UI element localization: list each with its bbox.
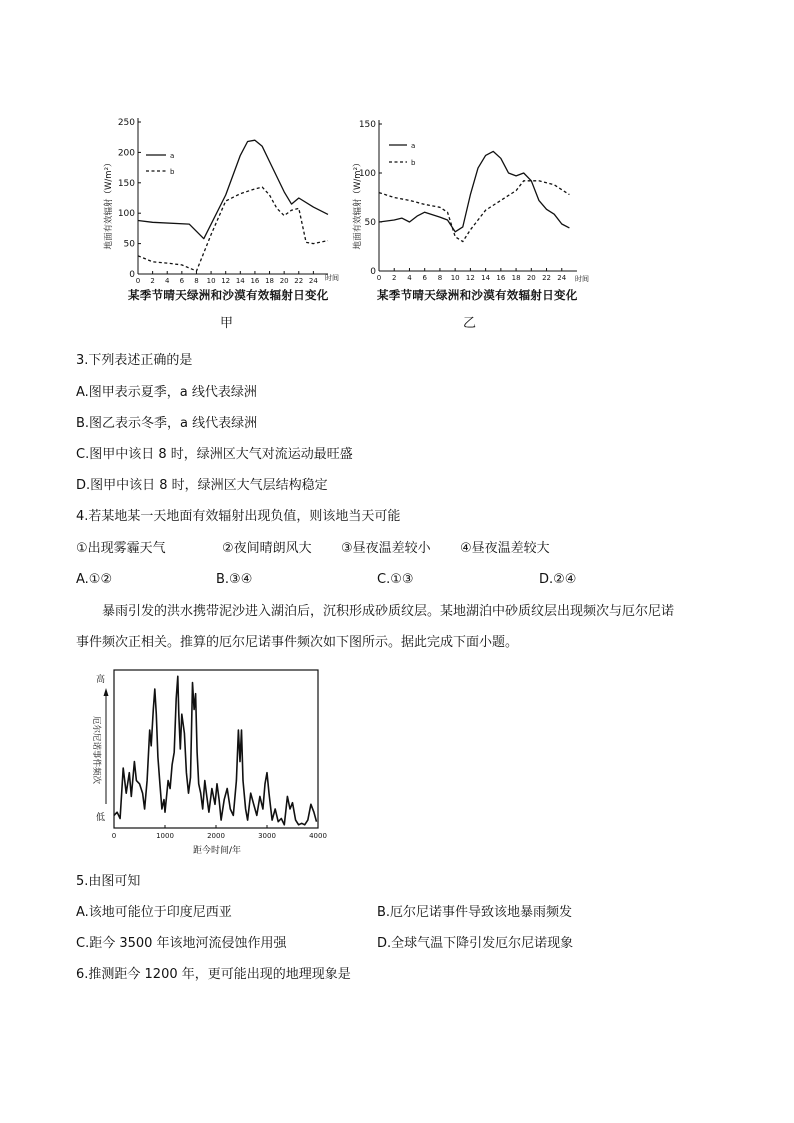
chart-yi-legend-a: a [411, 142, 416, 150]
q5-option-c: C.距今 3500 年该地河流侵蚀作用强 [76, 936, 287, 951]
chart-jia-ylabel: 地面有效辐射（W/m²） [104, 158, 114, 250]
passage-line-2: 事件频次正相关。推算的厄尔尼诺事件频次如下图所示。据此完成下面小题。 [76, 635, 519, 650]
elnino-x-tick-label: 4000 [309, 832, 327, 840]
chart-elnino-ylabel: 厄尔尼诺事件频次 [91, 715, 101, 785]
q4-stem: 4.若某地某一天地面有效辐射出现负值，则该地当天可能 [76, 509, 401, 524]
q3-option-a: A.图甲表示夏季，a 线代表绿洲 [76, 385, 257, 400]
jia-y-tick-label: 150 [117, 178, 135, 189]
jia-x-tick-label: 8 [194, 277, 199, 285]
jia-x-tick-label: 24 [308, 277, 318, 285]
yi-x-tick-label: 18 [511, 274, 521, 282]
chart-yi-caption: 某季节晴天绿洲和沙漠有效辐射日变化 [377, 288, 578, 302]
yi-y-tick-label: 150 [358, 120, 376, 130]
q4-item-1: ①出现雾霾天气 [76, 541, 166, 556]
q5-stem: 5.由图可知 [76, 874, 141, 889]
jia-x-tick-label: 20 [279, 277, 289, 285]
q4-item-2: ②夜间晴朗风大 [222, 541, 312, 556]
yi-x-tick-label: 16 [496, 274, 506, 282]
yi-x-tick-label: 4 [407, 274, 412, 282]
chart-yi-xlabel: 时间 [575, 275, 589, 283]
jia-x-tick-label: 14 [235, 277, 245, 285]
yi-x-tick-label: 8 [437, 274, 443, 282]
chart-yi-label: 乙 [463, 316, 477, 331]
yi-x-tick-label: 12 [465, 274, 475, 282]
chart-yi-legend-b: b [411, 159, 416, 167]
yi-y-tick-label: 50 [364, 218, 376, 228]
q4-option-b: B.③④ [216, 572, 253, 587]
chart-jia-caption: 某季节晴天绿洲和沙漠有效辐射日变化 [128, 288, 329, 302]
q4-item-3: ③昼夜温差较小 [341, 541, 431, 556]
elnino-x-tick-label: 3000 [258, 832, 276, 840]
q3-option-c: C.图甲中该日 8 时，绿洲区大气对流运动最旺盛 [76, 447, 353, 462]
q3-option-b: B.图乙表示冬季，a 线代表绿洲 [76, 416, 258, 431]
jia-x-tick-label: 16 [250, 277, 260, 285]
elnino-x-tick-label: 0 [111, 832, 117, 840]
jia-x-tick-label: 22 [294, 277, 304, 285]
chart-yi-ylabel: 地面有效辐射（W/m²） [353, 158, 363, 250]
jia-y-tick-label: 250 [117, 118, 135, 128]
elnino-series-line [114, 676, 317, 825]
q3-option-d: D.图甲中该日 8 时，绿洲区大气层结构稳定 [76, 478, 328, 493]
jia-x-tick-label: 4 [164, 277, 170, 285]
elnino-x-tick-label: 1000 [156, 832, 174, 840]
chart-elnino-y-low: 低 [96, 813, 106, 823]
chart-elnino-xlabel: 距今时间/年 [192, 846, 242, 856]
chart-yi [349, 114, 594, 294]
chart-jia-legend-a: a [170, 152, 175, 160]
yi-series-b [379, 181, 569, 242]
q5-option-a: A.该地可能位于印度尼西亚 [76, 905, 232, 920]
jia-x-tick-label: 2 [150, 277, 155, 285]
jia-x-tick-label: 12 [221, 277, 231, 285]
yi-x-tick-label: 0 [376, 274, 382, 282]
jia-series-b [138, 187, 328, 271]
jia-x-tick-label: 10 [206, 277, 216, 285]
jia-y-tick-label: 0 [129, 270, 135, 280]
chart-jia-legend-b: b [170, 168, 175, 176]
q4-item-4: ④昼夜温差较大 [460, 541, 550, 556]
chart-jia [100, 114, 340, 294]
passage-line-1: 暴雨引发的洪水携带泥沙进入湖泊后，沉积形成砂质纹层。某地湖泊中砂质纹层出现频次与厄尔尼诺 [102, 604, 675, 619]
jia-x-tick-label: 18 [265, 277, 274, 285]
yi-x-tick-label: 14 [481, 274, 491, 282]
yi-x-tick-label: 10 [450, 274, 460, 282]
yi-x-tick-label: 24 [557, 274, 567, 282]
chart-jia-xlabel: 时间 [325, 274, 339, 282]
q3-stem: 3.下列表述正确的是 [76, 353, 193, 368]
q4-option-d: D.②④ [539, 572, 577, 587]
q4-option-a: A.①② [76, 572, 113, 587]
chart-jia-label: 甲 [220, 316, 234, 331]
q5-option-b: B.厄尔尼诺事件导致该地暴雨频发 [377, 905, 573, 920]
jia-y-tick-label: 200 [117, 148, 135, 159]
yi-x-tick-label: 2 [391, 274, 397, 282]
yi-y-tick-label: 0 [370, 267, 376, 277]
jia-x-tick-label: 0 [135, 277, 141, 285]
jia-series-a [138, 140, 328, 239]
yi-x-tick-label: 22 [542, 274, 551, 282]
yi-series-a [379, 151, 569, 231]
jia-y-tick-label: 50 [123, 239, 135, 250]
yi-y-tick-label: 100 [358, 169, 376, 179]
jia-x-tick-label: 6 [179, 277, 185, 285]
jia-y-tick-label: 100 [117, 209, 135, 220]
q6-stem: 6.推测距今 1200 年，更可能出现的地理现象是 [76, 967, 351, 982]
q4-option-c: C.①③ [377, 572, 414, 587]
q5-option-d: D.全球气温下降引发厄尔尼诺现象 [377, 936, 574, 951]
chart-elnino-y-high: 高 [96, 675, 106, 685]
elnino-x-tick-label: 2000 [207, 832, 225, 840]
yi-x-tick-label: 6 [422, 274, 427, 282]
chart-elnino [84, 666, 332, 858]
yi-x-tick-label: 20 [526, 274, 536, 282]
